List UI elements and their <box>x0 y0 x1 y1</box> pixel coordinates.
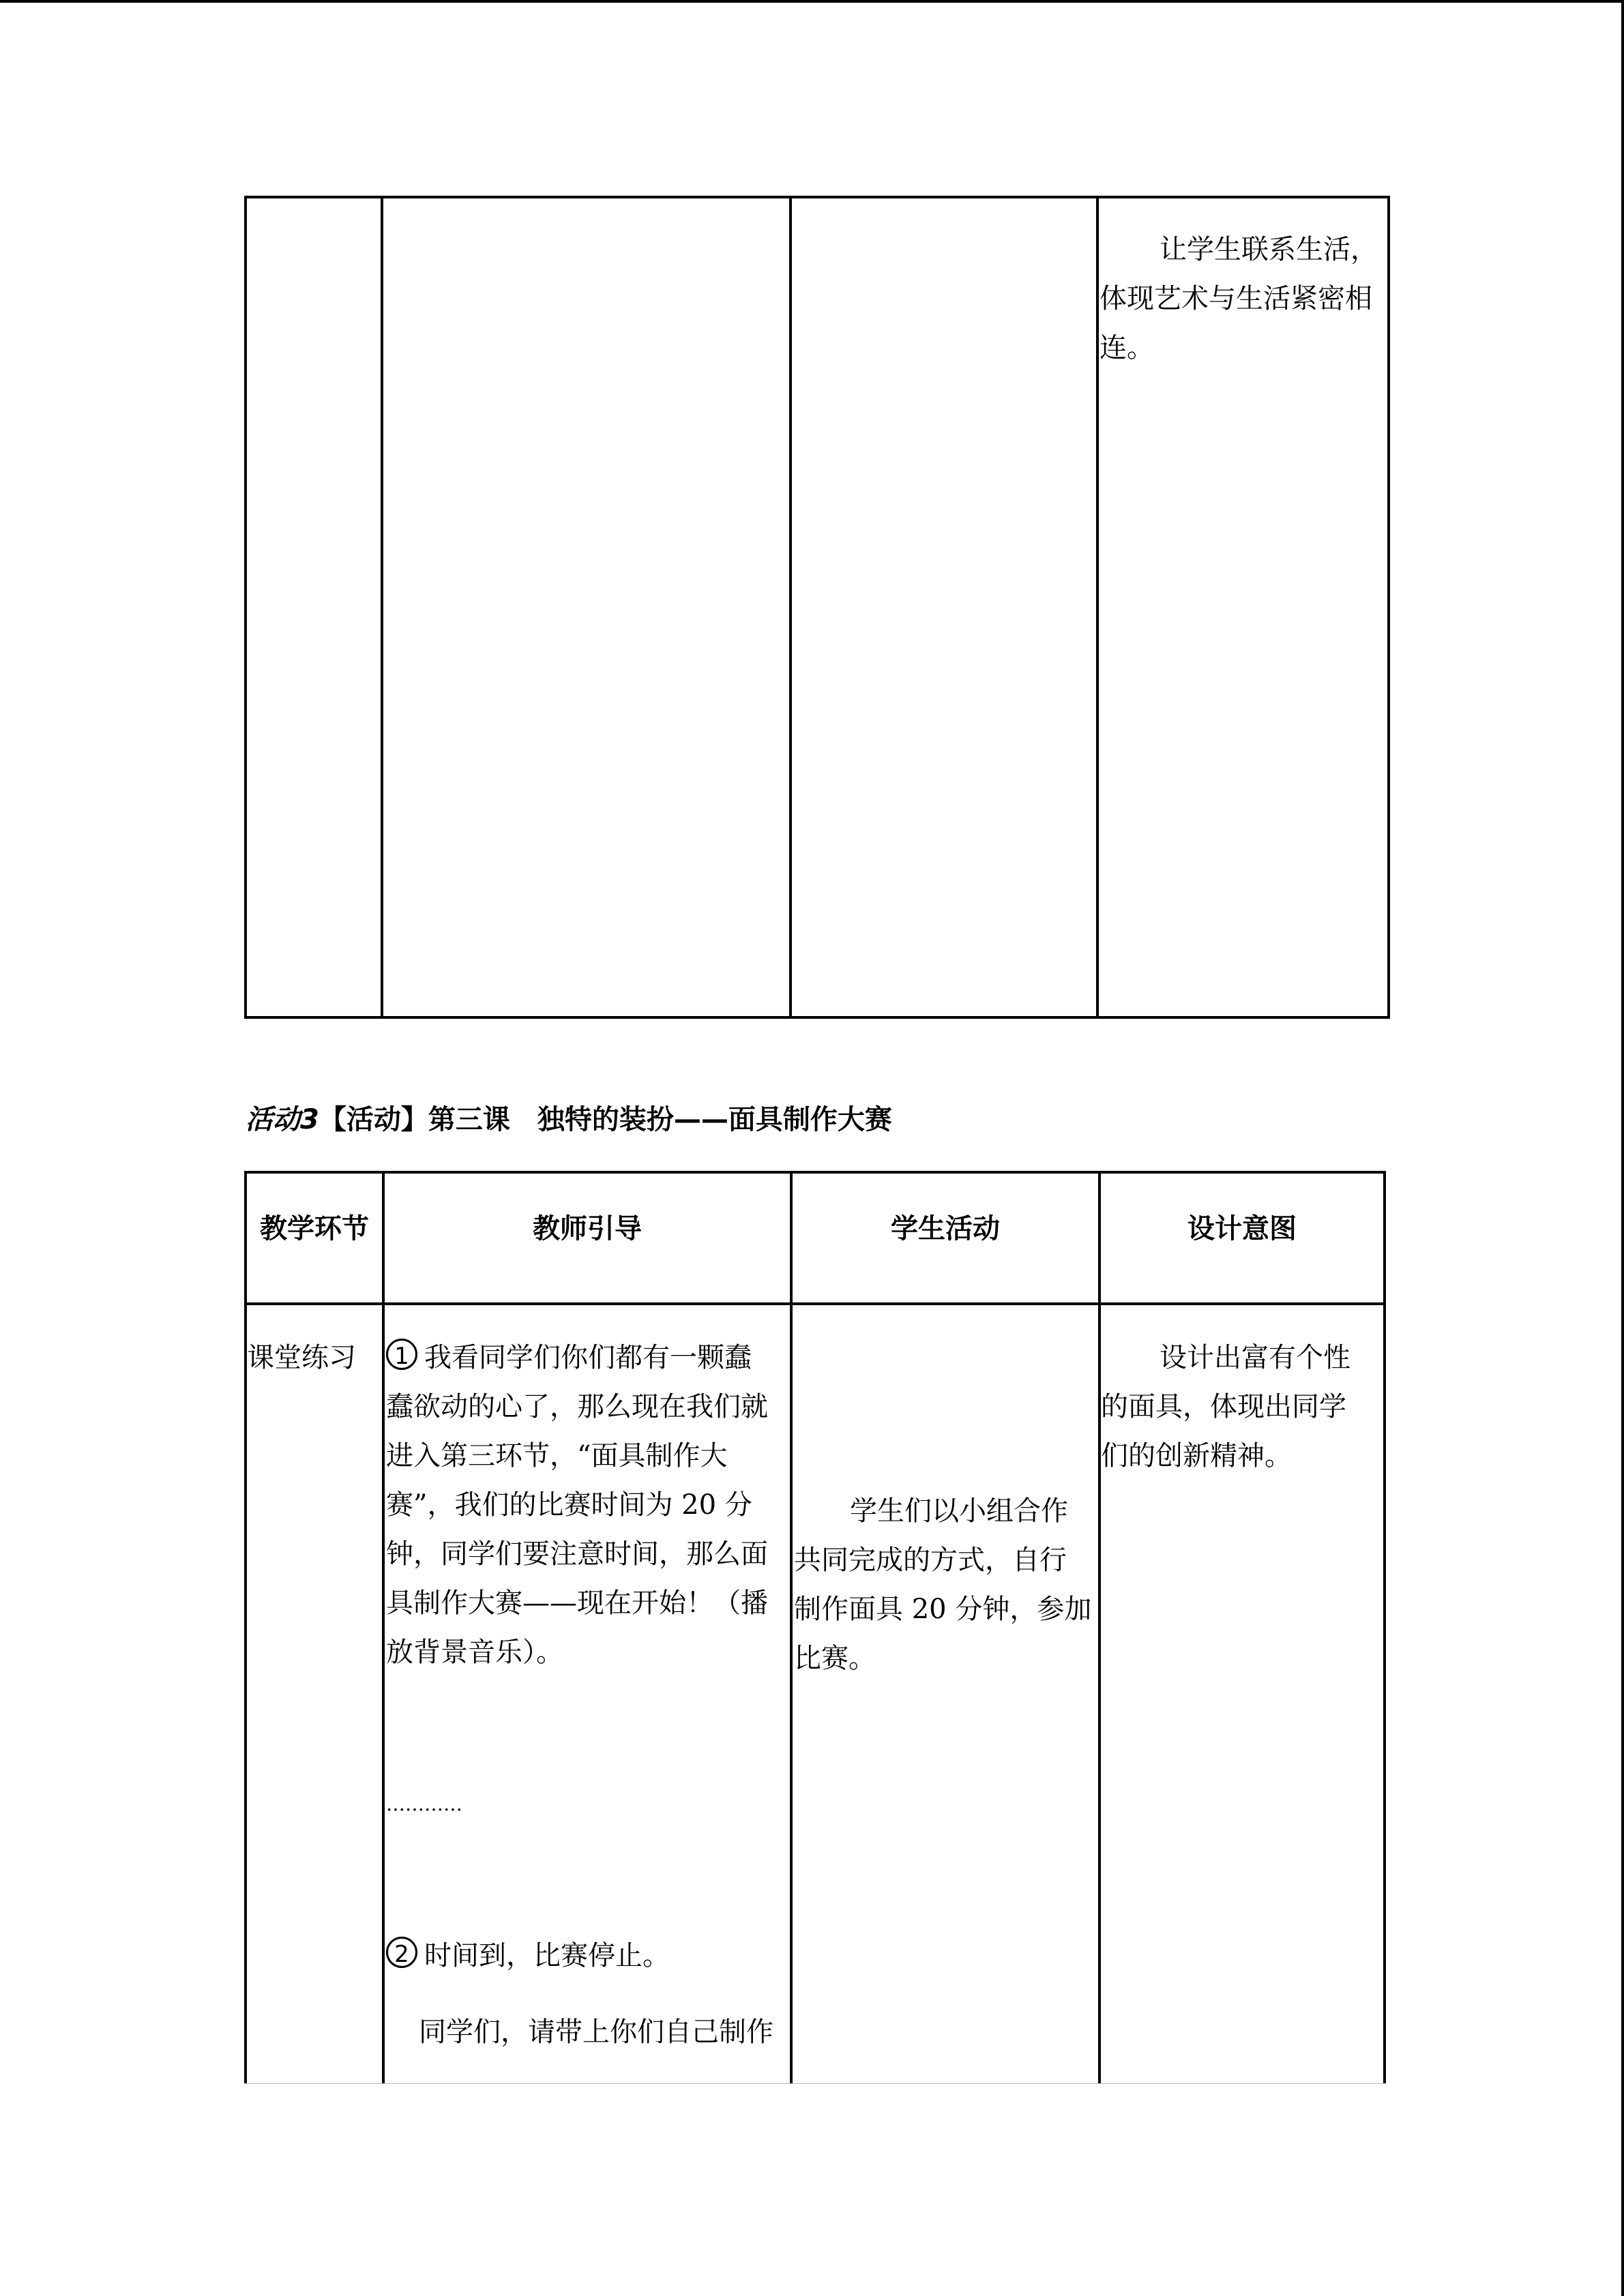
teacher-ellipsis: ………… <box>386 1793 462 1815</box>
teacher-line: 蠢欲动的心了，那么现在我们就 <box>386 1391 768 1422</box>
student-line: 学生们以小组合作 <box>850 1495 1068 1527</box>
stage-cell: 课堂练习 <box>247 1342 356 1373</box>
teacher-line: 钟，同学们要注意时间，那么面 <box>386 1538 768 1570</box>
activity-title-prefix: 活动3 <box>246 1104 319 1135</box>
teacher-line: 同学们，请带上你们自己制作 <box>419 2016 773 2048</box>
header-teacher-guidance: 教师引导 <box>533 1213 642 1244</box>
teacher-line: 赛”，我们的比赛时间为 20 分 <box>386 1489 752 1521</box>
intent-line: 们的创新精神。 <box>1101 1440 1292 1472</box>
teacher-line: 2 时间到，比赛停止。 <box>386 1931 670 1980</box>
header-design-intent: 设计意图 <box>1187 1213 1297 1244</box>
page-right-border <box>1621 0 1624 2296</box>
header-student-activity: 学生活动 <box>891 1213 1000 1244</box>
intent-line: 设计出富有个性 <box>1160 1342 1350 1373</box>
teacher-line: 具制作大赛——现在开始！（播 <box>386 1587 768 1619</box>
teacher-line: 放背景音乐）。 <box>386 1637 563 1668</box>
circled-number-1: 1 <box>386 1339 417 1370</box>
student-line: 共同完成的方式，自行 <box>794 1545 1067 1576</box>
activity-title-text: 【活动】第三课 独特的装扮——面具制作大赛 <box>319 1104 892 1135</box>
teacher-line: 进入第三环节，“面具制作大 <box>386 1440 728 1472</box>
header-teaching-stage: 教学环节 <box>260 1213 369 1244</box>
design-intent-line: 体现艺术与生活紧密相 <box>1099 283 1372 314</box>
design-intent-line: 让学生联系生活， <box>1160 234 1378 265</box>
page-break-line <box>244 2083 1386 2084</box>
circled-number-2: 2 <box>386 1937 417 1968</box>
student-line: 比赛。 <box>794 1643 876 1674</box>
intent-line: 的面具，体现出同学 <box>1101 1391 1346 1422</box>
activity-title <box>246 1098 892 1137</box>
teacher-line: 1 我看同学们你们都有一颗蠢 <box>386 1333 752 1382</box>
student-line: 制作面具 20 分钟，参加 <box>794 1594 1092 1625</box>
page-top-border <box>0 0 1624 3</box>
design-intent-line: 连。 <box>1099 332 1154 363</box>
